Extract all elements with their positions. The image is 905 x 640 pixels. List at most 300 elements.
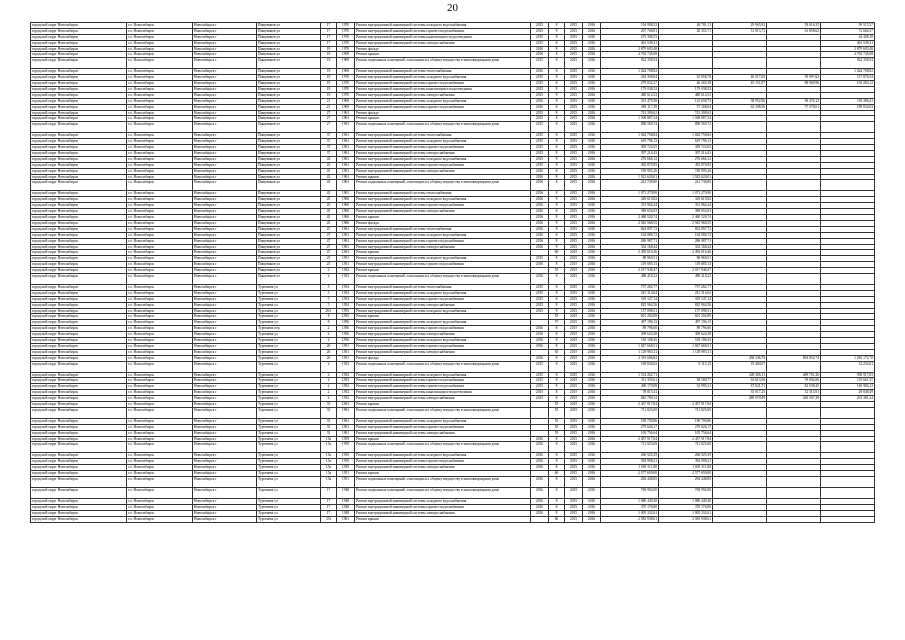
cell-cost: 1 080 449,40 — [601, 499, 659, 505]
cell-m1: 8 — [549, 459, 565, 465]
cell-year: 1952 — [337, 268, 355, 274]
cell-a: 351 964,24 — [659, 203, 713, 209]
cell-work: Ремонт внутридомовой инженерной системы теплоснабжения — [355, 133, 531, 139]
cell-locality: г.о. Новосибирск — [127, 326, 193, 332]
cell-b — [713, 442, 767, 453]
cell-work: Ремонт внутридомовой инженерной системы холодного водоснабжения — [355, 337, 531, 343]
cell-a: 241 738,80 — [659, 180, 713, 191]
cell-cost: 749 905,26 — [601, 168, 659, 174]
cell-c: 265 307,38 — [767, 396, 821, 402]
cell-m1: 8 — [549, 75, 565, 81]
cell-y3: 2016 — [583, 430, 601, 436]
cell-year: 1954 — [337, 284, 355, 290]
cell-work: Ремонт внутридомовой инженерной системы холодного водоснабжения — [355, 453, 531, 459]
cell-y2: 2015 — [565, 28, 583, 34]
cell-y2: 2015 — [565, 337, 583, 343]
cell-m1: 8 — [549, 40, 565, 46]
cell-house: 2 — [321, 273, 337, 284]
cell-m1: 8 — [549, 220, 565, 226]
cell-cost: 190 700,86 — [601, 418, 659, 424]
cell-y1: 2016 — [531, 337, 549, 343]
cell-work: Ремонт подвальных помещений, относящихся к общему имуществу в многоквартирном доме — [355, 488, 531, 499]
cell-y2: 2015 — [565, 244, 583, 250]
cell-a: 389 654,03 — [659, 209, 713, 215]
cell-cost: 105 756,64 — [601, 430, 659, 436]
cell-street: Пищевиков ул — [257, 81, 321, 87]
cell-street: Пищевиков ул — [257, 162, 321, 168]
cell-city: Новосибирск г — [193, 372, 257, 378]
cell-city: Новосибирск г — [193, 52, 257, 58]
cell-locality: г.о. Новосибирск — [127, 162, 193, 168]
cell-m1: 8 — [549, 122, 565, 133]
cell-work: Ремонт внутридомовой инженерной системы электроснабжения — [355, 510, 531, 516]
table-row — [31, 58, 875, 69]
cell-street: Пищевиков ул — [257, 133, 321, 139]
cell-cost: 2 457 917,84 — [601, 401, 659, 407]
cell-m1: 8 — [549, 302, 565, 308]
cell-m1: 8 — [549, 52, 565, 58]
cell-street: Пищевиков ул — [257, 244, 321, 250]
cell-y2: 2015 — [565, 92, 583, 98]
cell-district: городской округ Новосибирск — [31, 284, 127, 290]
cell-locality: г.о. Новосибирск — [127, 139, 193, 145]
cell-work: Ремонт внутридомовой инженерной системы теплоснабжения — [355, 69, 531, 75]
cell-district: городской округ Новосибирск — [31, 191, 127, 197]
cell-locality: г.о. Новосибирск — [127, 314, 193, 320]
cell-district: городской округ Новосибирск — [31, 471, 127, 477]
cell-m1: 65 — [549, 349, 565, 355]
cell-y2: 2015 — [565, 442, 583, 453]
cell-b — [713, 180, 767, 191]
cell-b: 58 952,96 — [713, 98, 767, 104]
cell-y3: 2016 — [583, 92, 601, 98]
cell-y2: 2015 — [565, 459, 583, 465]
cell-work: Ремонт внутридомовой инженерной системы канализации и водоотведения — [355, 34, 531, 40]
cell-y2: 2015 — [565, 284, 583, 290]
cell-district: городской округ Новосибирск — [31, 296, 127, 302]
cell-d: 958 917,83 — [821, 372, 875, 378]
cell-cost: 2 879 693,48 — [601, 46, 659, 52]
cell-work: Ремонт внутридомовой инженерной системы электроснабжения — [355, 332, 531, 338]
cell-y1: 2015 — [531, 58, 549, 69]
cell-locality: г.о. Новосибирск — [127, 69, 193, 75]
cell-locality: г.о. Новосибирск — [127, 355, 193, 361]
cell-street: Пищевиков ул — [257, 75, 321, 81]
cell-city: Новосибирск г — [193, 215, 257, 221]
cell-y2: 2015 — [565, 510, 583, 516]
cell-cost: 279 626,17 — [601, 424, 659, 430]
cell-y1: 2015 — [531, 40, 549, 46]
cell-year: 1954 — [337, 302, 355, 308]
cell-city: Новосибирск г — [193, 133, 257, 139]
cell-city: Новосибирск г — [193, 471, 257, 477]
cell-district: городской округ Новосибирск — [31, 378, 127, 384]
cell-district: городской округ Новосибирск — [31, 116, 127, 122]
cell-a: 488 418,22 — [659, 273, 713, 284]
cell-street: Тургенева ул — [257, 355, 321, 361]
cell-street: Тургенева ул — [257, 488, 321, 499]
cell-m1: 8 — [549, 34, 565, 40]
cell-city: Новосибирск г — [193, 174, 257, 180]
cell-y3: 2016 — [583, 471, 601, 477]
cell-y1: 2015 — [531, 372, 549, 378]
cell-c: 59 016,35 — [767, 23, 821, 29]
cell-work: Ремонт подвальных помещений, относящихся к общему имуществу в многоквартирном доме — [355, 442, 531, 453]
cell-house: 47 — [321, 226, 337, 232]
cell-y3: 2016 — [583, 75, 601, 81]
cell-city: Новосибирск г — [193, 116, 257, 122]
cell-y3: 2016 — [583, 384, 601, 390]
cell-street: Тургенева ул — [257, 424, 321, 430]
cell-a: 329 619,82 — [659, 197, 713, 203]
cell-cost: 769 992,00 — [601, 488, 659, 499]
cell-city: Новосибирск г — [193, 273, 257, 284]
cell-street: Тургенева ул — [257, 442, 321, 453]
cell-m1: 8 — [549, 372, 565, 378]
cell-street: Тургенева ул — [257, 390, 321, 396]
cell-y3: 2016 — [583, 273, 601, 284]
cell-work: Ремонт внутридомовой инженерной системы холодного водоснабжения — [355, 320, 531, 326]
cell-work: Ремонт крыши — [355, 174, 531, 180]
cell-year: 1952 — [337, 378, 355, 384]
cell-a: 394 998,21 — [659, 459, 713, 465]
cell-y2: 2015 — [565, 396, 583, 402]
cell-y2: 2015 — [565, 407, 583, 418]
cell-cost: 461 549,21 — [601, 40, 659, 46]
cell-city: Новосибирск г — [193, 355, 257, 361]
cell-city: Новосибирск г — [193, 284, 257, 290]
cell-y2: 2015 — [565, 81, 583, 87]
cell-m1: 8 — [549, 116, 565, 122]
cell-y2: 2015 — [565, 477, 583, 488]
cell-street: Пищевиков ул — [257, 87, 321, 93]
cell-y3: 2016 — [583, 58, 601, 69]
cell-cost: 207 768,81 — [601, 28, 659, 34]
cell-d: 29 848,49 — [821, 390, 875, 396]
cell-district: городской округ Новосибирск — [31, 139, 127, 145]
cell-work: Ремонт внутридомовой инженерной системы электроснабжения — [355, 430, 531, 436]
cell-b: 63 613,56 — [713, 378, 767, 384]
cell-city: Новосибирск г — [193, 197, 257, 203]
cell-year: 1960 — [337, 215, 355, 221]
cell-a: 890 569,74 — [659, 122, 713, 133]
cell-locality: г.о. Новосибирск — [127, 308, 193, 314]
cell-city: Новосибирск г — [193, 453, 257, 459]
cell-b: 29 965,92 — [713, 23, 767, 29]
cell-b: 63 398,56 — [713, 104, 767, 110]
cell-y2: 2015 — [565, 250, 583, 256]
cell-y2: 2015 — [565, 168, 583, 174]
cell-d: 12 254,61 — [821, 361, 875, 372]
cell-cost: 276 666,12 — [601, 156, 659, 162]
cell-house: 47 — [321, 232, 337, 238]
cell-y1: 2015 — [531, 162, 549, 168]
cell-cost: 241 738,80 — [601, 180, 659, 191]
cell-d: 922 358,54 — [821, 58, 875, 69]
cell-y1: 2016 — [531, 442, 549, 453]
cell-c: 69 476,12 — [767, 98, 821, 104]
cell-house: 15а — [321, 453, 337, 459]
cell-city: Новосибирск г — [193, 390, 257, 396]
cell-y1: 2016 — [531, 343, 549, 349]
cell-street: Тургенева ул — [257, 436, 321, 442]
cell-year: 1959 — [337, 453, 355, 459]
cell-work: Ремонт внутридомовой инженерной системы теплоснабжения — [355, 284, 531, 290]
cell-cost: 331 479,38 — [601, 98, 659, 104]
cell-y2: 2015 — [565, 58, 583, 69]
cell-street: Пищевиков ул — [257, 116, 321, 122]
cell-house: 33 — [321, 430, 337, 436]
cell-house: 26 — [321, 349, 337, 355]
cell-year: 1960 — [337, 209, 355, 215]
cell-y2: 2015 — [565, 191, 583, 197]
cell-b: 31 913,71 — [713, 28, 767, 34]
cell-c — [767, 477, 821, 488]
cell-d — [821, 180, 875, 191]
cell-house: 5 — [321, 284, 337, 290]
cell-y3: 2016 — [583, 250, 601, 256]
cell-m1: 55 — [549, 430, 565, 436]
cell-m1: 60 — [549, 516, 565, 522]
cell-district: городской округ Новосибирск — [31, 488, 127, 499]
cell-y2: 2015 — [565, 390, 583, 396]
cell-year: 1959 — [337, 442, 355, 453]
cell-city: Новосибирск г — [193, 436, 257, 442]
cell-y3: 2016 — [583, 220, 601, 226]
cell-cost: 319 147,14 — [601, 296, 659, 302]
cell-locality: г.о. Новосибирск — [127, 343, 193, 349]
cell-a: 492 870,95 — [659, 162, 713, 168]
cell-y2: 2015 — [565, 355, 583, 361]
cell-d: 118 286,41 — [821, 98, 875, 104]
cell-b — [713, 516, 767, 522]
cell-c: 12 313,91 — [767, 390, 821, 396]
cell-cost: 1 129 983,11 — [601, 349, 659, 355]
cell-locality: г.о. Новосибирск — [127, 203, 193, 209]
cell-locality: г.о. Новосибирск — [127, 516, 193, 522]
cell-d: 72 684,37 — [821, 28, 875, 34]
cell-cost: 88 960,51 — [601, 256, 659, 262]
cell-district: городской округ Новосибирск — [31, 308, 127, 314]
cell-y1: 2016 — [531, 226, 549, 232]
cell-street: Пищевиков ул — [257, 168, 321, 174]
cell-district: городской округ Новосибирск — [31, 465, 127, 471]
cell-district: городской округ Новосибирск — [31, 424, 127, 430]
cell-work: Ремонт подвальных помещений, относящихся к общему имуществу в многоквартирном доме — [355, 361, 531, 372]
cell-city: Новосибирск г — [193, 92, 257, 98]
cell-city: Новосибирск г — [193, 58, 257, 69]
cell-y2: 2015 — [565, 372, 583, 378]
table-row — [31, 442, 875, 453]
cell-y3: 2016 — [583, 133, 601, 139]
cell-y1: 2016 — [531, 488, 549, 499]
cell-year: 1961 — [337, 122, 355, 133]
cell-city: Новосибирск г — [193, 226, 257, 232]
cell-m1: 8 — [549, 499, 565, 505]
cell-work: Ремонт внутридомовой инженерной системы холодного водоснабжения — [355, 372, 531, 378]
cell-street: Пищевиков ул — [257, 197, 321, 203]
cell-locality: г.о. Новосибирск — [127, 401, 193, 407]
cell-locality: г.о. Новосибирск — [127, 174, 193, 180]
cell-house: 33 — [321, 401, 337, 407]
table-row — [31, 407, 875, 418]
cell-d: 140 984,12 — [821, 384, 875, 390]
cell-house: 37 — [321, 151, 337, 157]
cell-y2: 2015 — [565, 471, 583, 477]
cell-year: 1961 — [337, 145, 355, 151]
cell-district: городской округ Новосибирск — [31, 58, 127, 69]
cell-a: 1 071 270,90 — [659, 191, 713, 197]
cell-d: 461 549,21 — [821, 40, 875, 46]
cell-a: 2 017 948,47 — [659, 268, 713, 274]
cell-y2: 2015 — [565, 87, 583, 93]
cell-house: 15а — [321, 471, 337, 477]
cell-house: 33 — [321, 424, 337, 430]
cell-district: городской округ Новосибирск — [31, 355, 127, 361]
cell-street: Тургенева ул — [257, 332, 321, 338]
cell-y2: 2015 — [565, 98, 583, 104]
cell-m1: 8 — [549, 203, 565, 209]
cell-c — [767, 180, 821, 191]
cell-street: Тургенева пер — [257, 326, 321, 332]
cell-b — [713, 407, 767, 418]
cell-work: Ремонт внутридомовой инженерной системы холодного водоснабжения — [355, 197, 531, 203]
cell-y3: 2016 — [583, 396, 601, 402]
cell-c — [767, 407, 821, 418]
cell-cost: 179 038,52 — [601, 87, 659, 93]
cell-year: 1954 — [337, 290, 355, 296]
cell-y2: 2015 — [565, 209, 583, 215]
cell-locality: г.о. Новосибирск — [127, 378, 193, 384]
cell-house: 45 — [321, 197, 337, 203]
cell-y2: 2015 — [565, 238, 583, 244]
page-number: 20 — [447, 2, 458, 14]
cell-district: городской округ Новосибирск — [31, 396, 127, 402]
cell-y3: 2016 — [583, 424, 601, 430]
cell-y3: 2016 — [583, 174, 601, 180]
cell-cost: 601 204,89 — [601, 314, 659, 320]
cell-street: Тургенева ул — [257, 284, 321, 290]
cell-work: Ремонт внутридомовой инженерной системы горячего водоснабжения — [355, 384, 531, 390]
cell-city: Новосибирск г — [193, 244, 257, 250]
cell-district: городской округ Новосибирск — [31, 168, 127, 174]
cell-work: Ремонт внутридомовой инженерной системы канализации и водоотведения — [355, 87, 531, 93]
cell-b — [713, 477, 767, 488]
cell-y2: 2015 — [565, 46, 583, 52]
cell-year: 1970 — [337, 87, 355, 93]
cell-house: 19 — [321, 87, 337, 93]
cell-m1: 8 — [549, 69, 565, 75]
cell-y1: 2015 — [531, 34, 549, 40]
cell-house: 5 — [321, 290, 337, 296]
cell-a: 1 080 449,40 — [659, 499, 713, 505]
cell-year: 1961 — [337, 424, 355, 430]
cell-locality: г.о. Новосибирск — [127, 332, 193, 338]
cell-a: 276 666,12 — [659, 156, 713, 162]
cell-a: 241 314,64 — [659, 290, 713, 296]
cell-b — [713, 488, 767, 499]
cell-year: 1948 — [337, 510, 355, 516]
cell-street: Тургенева ул — [257, 504, 321, 510]
cell-cost: 389 654,03 — [601, 209, 659, 215]
cell-work: Ремонт внутридомовой инженерной системы горячего водоснабжения — [355, 238, 531, 244]
cell-district: городской округ Новосибирск — [31, 372, 127, 378]
cell-city: Новосибирск г — [193, 98, 257, 104]
cell-cost: 1 923 620,01 — [601, 174, 659, 180]
cell-district: городской округ Новосибирск — [31, 151, 127, 157]
cell-district: городской округ Новосибирск — [31, 162, 127, 168]
cell-b: 45 151,97 — [713, 81, 767, 87]
cell-locality: г.о. Новосибирск — [127, 122, 193, 133]
cell-year: 1960 — [337, 203, 355, 209]
cell-year: 1961 — [337, 238, 355, 244]
capital-repair-table — [30, 22, 874, 523]
cell-y3: 2016 — [583, 168, 601, 174]
cell-year: 1961 — [337, 516, 355, 522]
cell-cost: 294 448,85 — [601, 477, 659, 488]
cell-y3: 2016 — [583, 139, 601, 145]
cell-city: Новосибирск г — [193, 220, 257, 226]
cell-district: городской округ Новосибирск — [31, 81, 127, 87]
cell-a: 286 987,71 — [659, 238, 713, 244]
cell-street: Тургенева ул — [257, 296, 321, 302]
cell-house: 2 — [321, 384, 337, 390]
cell-city: Новосибирск г — [193, 477, 257, 488]
cell-y2: 2015 — [565, 401, 583, 407]
cell-district: городской округ Новосибирск — [31, 145, 127, 151]
cell-city: Новосибирск г — [193, 314, 257, 320]
cell-a: 88 960,51 — [659, 256, 713, 262]
cell-year: 1951 — [337, 471, 355, 477]
cell-work: Ремонт внутридомовой инженерной системы горячего водоснабжения — [355, 296, 531, 302]
cell-district: городской округ Новосибирск — [31, 40, 127, 46]
cell-work: Ремонт внутридомовой инженерной системы холодного водоснабжения — [355, 499, 531, 505]
cell-cost: 741 390,62 — [601, 110, 659, 116]
cell-street: Тургенева ул — [257, 453, 321, 459]
cell-c: 409 701,26 — [767, 372, 821, 378]
cell-work: Ремонт внутридомовой инженерной системы холодного водоснабжения — [355, 75, 531, 81]
cell-d — [821, 407, 875, 418]
cell-m1: 8 — [549, 337, 565, 343]
cell-district: городской округ Новосибирск — [31, 174, 127, 180]
cell-a: 105 756,64 — [659, 430, 713, 436]
cell-b: 19 469,07 — [713, 361, 767, 372]
cell-city: Новосибирск г — [193, 191, 257, 197]
cell-district: городской округ Новосибирск — [31, 384, 127, 390]
cell-m1: 8 — [549, 396, 565, 402]
cell-m1: 8 — [549, 58, 565, 69]
cell-work: Ремонт внутридомовой инженерной системы горячего водоснабжения — [355, 326, 531, 332]
cell-y3: 2016 — [583, 343, 601, 349]
cell-m1: 8 — [549, 209, 565, 215]
cell-street: Пищевиков ул — [257, 28, 321, 34]
cell-y3: 2016 — [583, 110, 601, 116]
cell-b — [713, 58, 767, 69]
cell-year: 1952 — [337, 361, 355, 372]
cell-a: 1 005 332,61 — [659, 510, 713, 516]
cell-a: 601 204,89 — [659, 314, 713, 320]
cell-cost: 1 514 262,71 — [601, 372, 659, 378]
cell-year: 1961 — [337, 180, 355, 191]
cell-cost: 286 987,71 — [601, 238, 659, 244]
cell-cost: 2 457 917,84 — [601, 436, 659, 442]
cell-locality: г.о. Новосибирск — [127, 58, 193, 69]
cell-city: Новосибирск г — [193, 349, 257, 355]
cell-district: городской округ Новосибирск — [31, 220, 127, 226]
cell-c — [767, 442, 821, 453]
cell-city: Новосибирск г — [193, 384, 257, 390]
cell-district: городской округ Новосибирск — [31, 133, 127, 139]
